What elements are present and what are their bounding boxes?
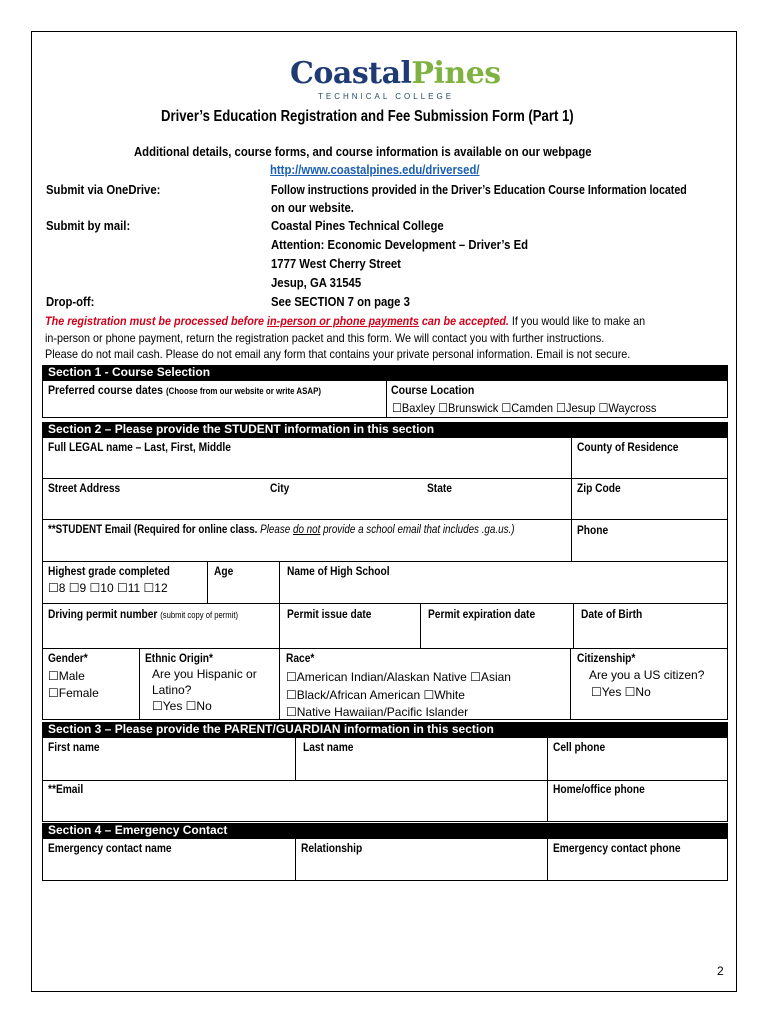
parent-last-label: Last name [303,740,354,754]
logo-coastal: Coastal [290,56,412,91]
ethnic-question-2: Latino? [152,683,192,697]
notice-black: If you would like to make an [508,314,646,328]
website-link[interactable]: http://www.coastalpines.edu/driversed/ [270,162,480,177]
school-label: Name of High School [287,564,390,578]
notice-red-underline: in-person or phone payments [267,314,419,328]
race-option-3[interactable]: ☐Native Hawaiian/Pacific Islander [286,705,469,719]
section3-header: Section 3 – Please provide the PARENT/GUARDIAN information in this section [42,722,728,737]
full-name-label: Full LEGAL name – Last, First, Middle [48,440,231,454]
ethnic-label: Ethnic Origin* [145,651,214,665]
grade-options[interactable]: ☐8 ☐9 ☐10 ☐11 ☐12 [48,581,168,595]
mail-line1: Coastal Pines Technical College [271,218,444,233]
permit-issue-label: Permit issue date [287,607,372,621]
mail-line4: Jesup, GA 31545 [271,275,362,290]
dates-label-text: Preferred course dates [48,383,164,397]
submit-onedrive-line2: on our website. [271,200,354,215]
gender-male[interactable]: ☐Male [48,669,85,683]
state-label: State [427,481,452,495]
citizen-question: Are you a US citizen? [589,668,705,682]
dropoff-value: See SECTION 7 on page 3 [271,294,410,309]
race-option-1[interactable]: ☐American Indian/Alaskan Native ☐Asian [286,670,511,684]
student-email-label [48,522,515,536]
permit-note: (submit copy of permit) [160,610,239,620]
citizen-label: Citizenship* [577,651,636,665]
parent-cell-phone-label: Cell phone [553,740,606,754]
submit-onedrive-label: Submit via OneDrive: [46,182,161,197]
phone-label: Phone [577,523,609,537]
logo-pines: Pines [411,56,501,91]
race-option-2[interactable]: ☐Black/African American ☐White [286,688,465,702]
gender-label: Gender* [48,651,88,665]
citizen-options[interactable]: ☐Yes ☐No [591,685,651,699]
logo-subtitle: TECHNICAL COLLEGE [318,92,455,101]
email-label-b: Please [257,522,293,536]
grade-label: Highest grade completed [48,564,170,578]
form-title: Driver’s Education Registration and Fee Submission Form (Part 1) [161,108,574,125]
dropoff-label: Drop-off: [46,294,95,309]
course-dates-label [48,383,321,397]
street-cell[interactable] [42,478,572,520]
parent-home-phone-label: Home/office phone [553,782,645,796]
notice-line1 [45,314,645,328]
parent-email-label: **Email [48,782,84,796]
parent-first-label: First name [48,740,100,754]
parent-email-cell[interactable] [42,780,548,822]
age-label: Age [214,564,234,578]
permit-number-label [48,607,238,621]
ethnic-options[interactable]: ☐Yes ☐No [152,699,212,713]
section4-header: Section 4 – Emergency Contact [42,823,728,838]
mail-line3: 1777 West Cherry Street [271,256,401,271]
permit-label-text: Driving permit number [48,607,158,621]
email-label-c: provide a school email that includes .ga.us.) [320,522,515,536]
notice-red-b: can be accepted. [418,314,509,328]
city-label: City [270,481,290,495]
course-location-label: Course Location [391,383,475,397]
notice-line3: Please do not mail cash. Please do not email any form that contains your private personal information. Email is not secure. [45,347,631,361]
zip-label: Zip Code [577,481,621,495]
intro-text: Additional details, course forms, and course information is available on our webpage [134,144,592,159]
street-label: Street Address [48,481,121,495]
course-location-options[interactable]: ☐Baxley ☐Brunswick ☐Camden ☐Jesup ☐Waycross [392,401,657,415]
email-label-underline: do not [292,522,321,536]
dob-label: Date of Birth [581,607,643,621]
emergency-relationship-label: Relationship [301,841,363,855]
mail-line2: Attention: Economic Development – Driver’s Ed [271,237,529,252]
county-label: County of Residence [577,440,679,454]
emergency-phone-label: Emergency contact phone [553,841,681,855]
submit-mail-label: Submit by mail: [46,218,131,233]
logo [290,56,501,91]
permit-exp-label: Permit expiration date [428,607,536,621]
section1-header: Section 1 - Course Selection [42,365,728,380]
gender-female[interactable]: ☐Female [48,686,99,700]
submit-onedrive-line1: Follow instructions provided in the Driver’s Education Course Information located [271,182,687,197]
dates-note: (Choose from our website or write ASAP) [165,386,322,396]
ethnic-question-1: Are you Hispanic or [152,667,257,681]
section2-header: Section 2 – Please provide the STUDENT information in this section [42,422,728,437]
page-number: 2 [717,964,724,978]
emergency-name-label: Emergency contact name [48,841,172,855]
notice-line2: in-person or phone payment, return the registration packet and this form. We will contact you with further instructions. [45,331,605,345]
race-label: Race* [286,651,315,665]
email-label-a: **STUDENT Email (Required for online class. [48,522,258,536]
notice-red-a: The registration must be processed before [45,314,268,328]
